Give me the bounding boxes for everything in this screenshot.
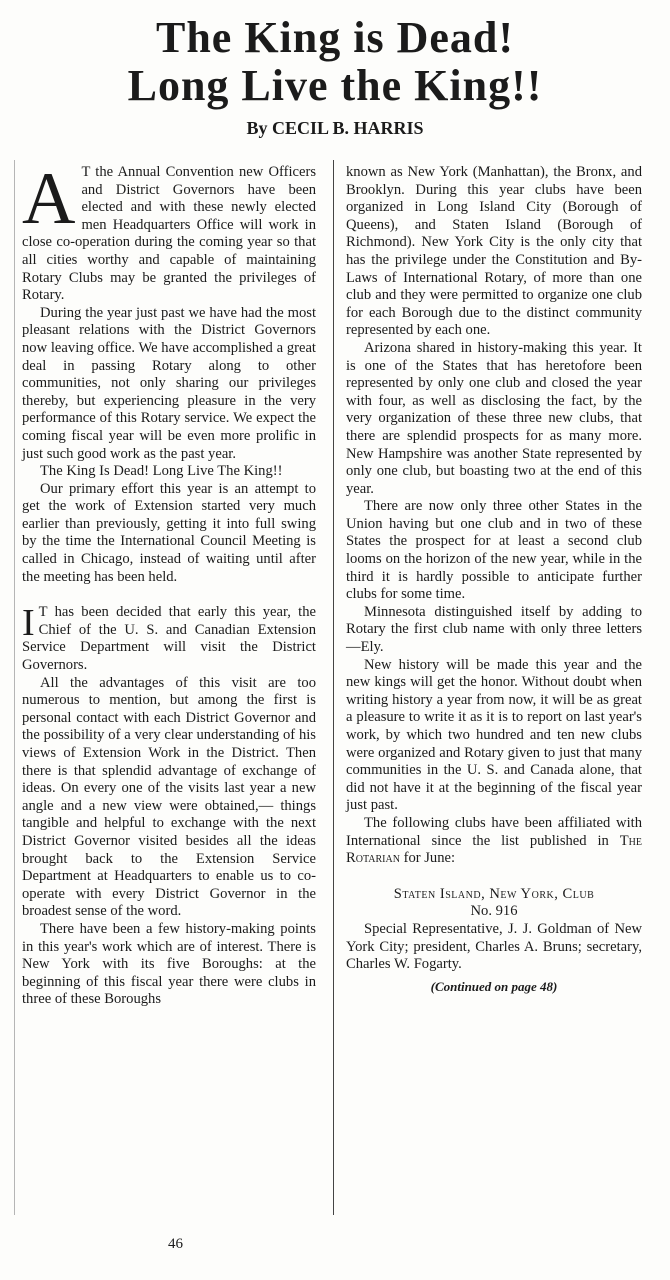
left-column [22,158,316,1009]
club-details: Special Representative, J. J. Goldman of New York City; president, Charles A. Bruns; secretary, Charles W. Fogarty. [346,920,642,973]
paragraph-r1: known as New York (Manhattan), the Bronx, and Brooklyn. During this year clubs have been organized in Long Island City (Borough of Queens), and Staten Island (Borough of Richmond). New York City is the only city that has the privilege under the Constitution and By-Laws of International Rotary, of more than one club and they were permitted to organize one club for each Borough due to the distinct community represented by each one. [346,164,642,339]
paragraph-1 [22,158,316,305]
paragraph-r6-before: The following clubs have been affiliated with International since the list published in [346,814,642,849]
byline: By CECIL B. HARRIS [246,118,424,138]
continued-note: (Continued on page 48) [430,978,558,994]
paragraph-6: All the advantages of this visit are too numerous to mention, but among the first is personal contact with each District Governor and the possibility of a very clear understanding of his views of Extension Work in the District. Then there is that splendid advantage of exchange of ideas. On every one of the visits last year a new angle and a new view were obtained,— things tangible and helpful to exchange with the next District Governor visited besides all the ideas brought back to the Extension Service Department at Headquarters to enable us to co-operate with every District Governor in the broadest sense of the word. [22,674,316,920]
paragraph-r6-after: for June: [399,850,456,867]
paragraph-5 [22,604,316,674]
paragraph-5-text: T has been decided that early this year, the Chief of the U. S. and Canadian Extension Service Department will visit the District Governors. [22,604,316,674]
title-line-1: The King is Dead! [155,13,515,62]
club-heading: Staten Island, New York, Club [393,885,595,902]
drop-cap-i: I [22,602,35,645]
paragraph-r3: There are now only three other States in the Union having but one club and in two of these States the prospect for at least a second club looms on the horizon of the new year, while in the third it is hardly possible to anticipate further clubs for some time. [346,498,642,603]
paragraph-4: Our primary effort this year is an attempt to get the work of Extension started very much earlier than previously, getting it into full swing by the time the International Council Meeting is called in Chicago, instead of waiting until after the meeting has been held. [22,480,316,585]
paragraph-r6 [346,815,642,868]
paragraph-r4: Minnesota distinguished itself by adding to Rotary the first club name with only three letters—Ely. [346,603,642,656]
title-line-2: Long Live the King!! [127,61,543,110]
club-number: No. 916 [470,903,518,920]
paragraph-7: There have been a few history-making points in this year's work which are of interest. There is New York with its five Boroughs: at the beginning of this fiscal year there were clubs in three of these Boroughs [22,920,316,1008]
section-gap [22,586,316,604]
paragraph-3: The King Is Dead! Long Live The King!! [40,463,283,480]
paragraph-r5: New history will be made this year and the new kings will get the honor. Without doubt when writing history a year from now, it will be as great a pleasure to write it as it is to report on last year's work, by which two hundred and ten new clubs were organized and Rotary given to just that many communities in the U. S. and Canada alone, that did not have it at the beginning of the fiscal year just past. [346,656,642,814]
article-title [0,14,670,110]
column-divider [333,160,334,1215]
paragraph-2: During the year just past we have had the most pleasant relations with the District Governors now leaving office. We have accomplished a great deal in passing Rotary along to other communities, not only sharing our privileges thereby, but experiencing pleasure in the very performance of this Rotary service. We expect the coming fiscal year will be even more prolific in just such good work as the past year. [22,304,316,462]
paragraph-r2: Arizona shared in history-making this year. It is one of the States that has heretofore been represented by only one club and closed the year with four, as well as disclosing the fact, by the very organization of these three new clubs, that there are splendid prospects for as many more. New Hampshire was another State represented by only one club, but boasting two at the end of this year. [346,339,642,497]
magazine-name: The Rotarian [346,832,642,867]
paragraph-1-text: T the Annual Convention new Officers and District Governors have been elected and with these newly elected men Headquarters Office will work in close co-operation during the coming year so that all cities worthy and capable of maintaining Rotary Clubs may be granted the privileges of Rotary. [22,164,316,304]
right-column [346,164,642,995]
page-number: 46 [168,1236,183,1252]
left-margin-rule [14,160,15,1215]
drop-cap-a: A [22,158,76,240]
